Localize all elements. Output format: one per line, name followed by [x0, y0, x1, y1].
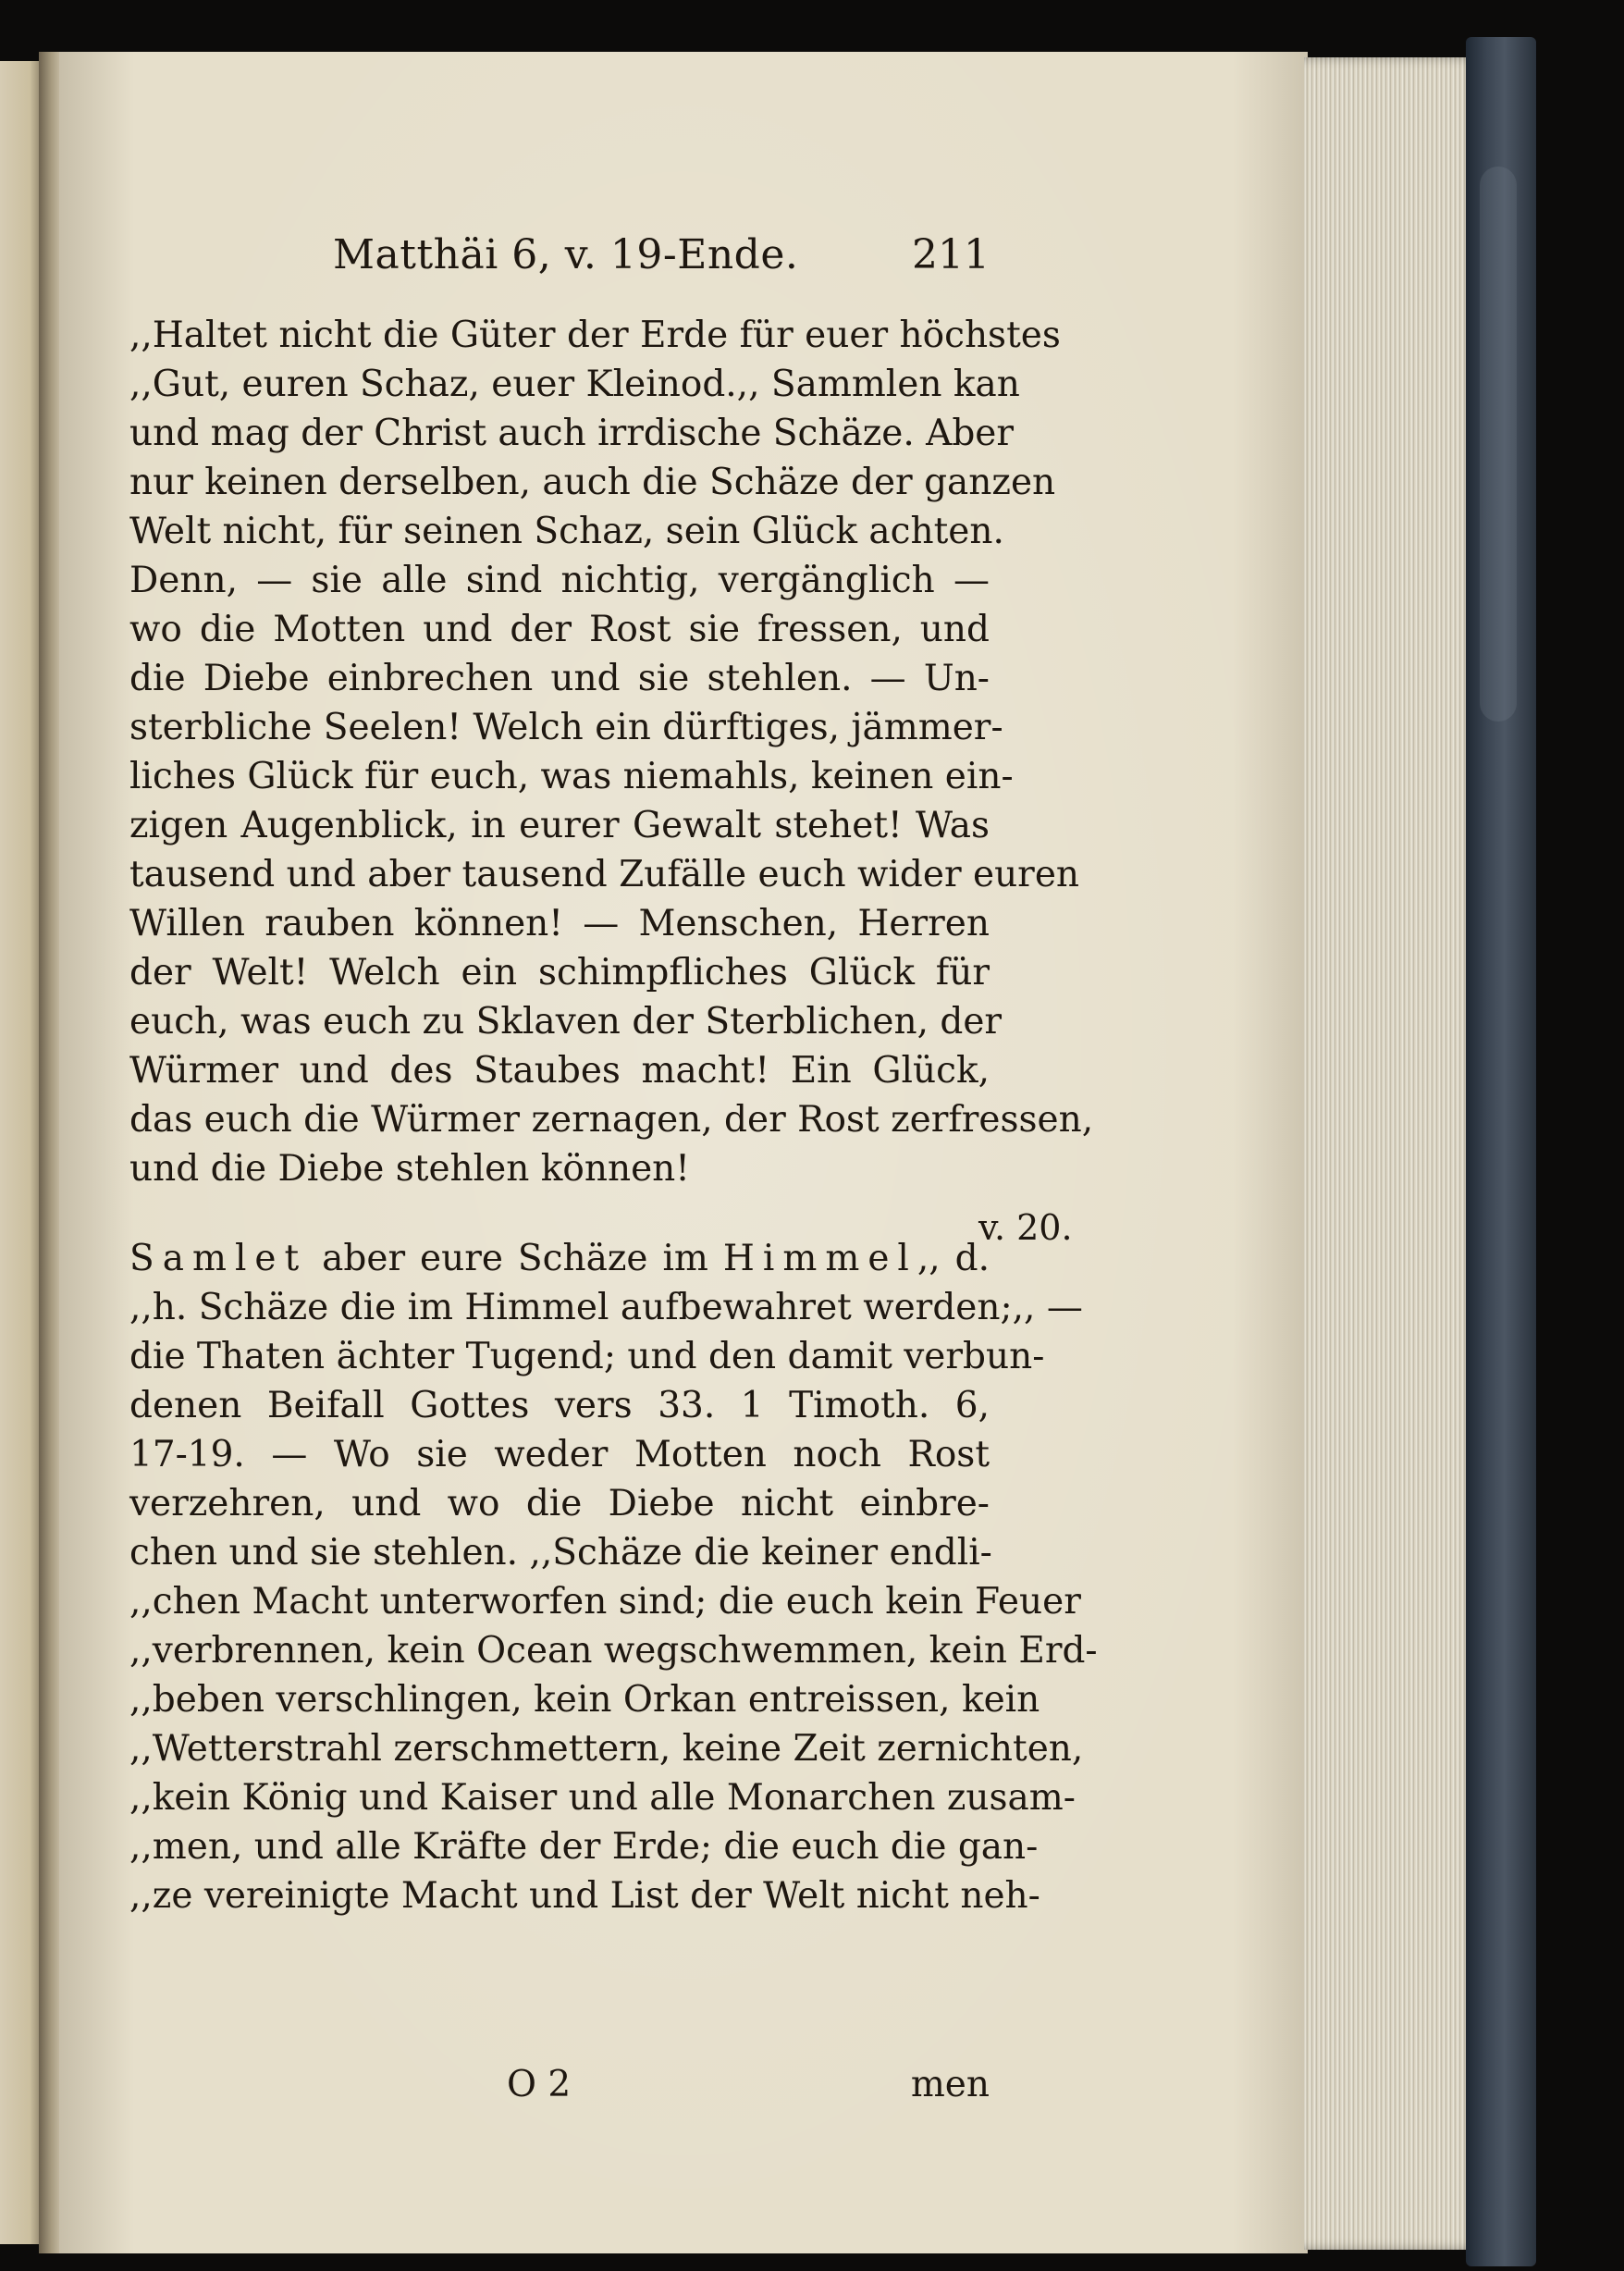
paragraph-2-first-line: [129, 1234, 990, 1283]
text-line: zigen Augenblick, in eurer Gewalt stehet! Was: [129, 805, 990, 846]
text-line: ,,verbrennen, kein Ocean wegschwemmen, kein Erd-: [129, 1630, 1098, 1672]
text-line: chen und sie stehlen. ,,Schäze die keiner endli-: [129, 1532, 992, 1574]
catchword: men: [910, 2064, 990, 2105]
text-line: ,,beben verschlingen, kein Orkan entreissen, kein: [129, 1679, 1040, 1721]
text-line: tausend und aber tausend Zufälle euch wider euren: [129, 854, 1080, 895]
page-number: 211: [912, 231, 990, 278]
text-line: und die Diebe stehlen können!: [129, 1148, 690, 1190]
text-line: ,,h. Schäze die im Himmel aufbewahret werden;,, —: [129, 1287, 1083, 1328]
text-line: der Welt! Welch ein schimpfliches Glück für: [129, 952, 990, 994]
text-line: ,,chen Macht unterworfen sind; die euch kein Feuer: [129, 1581, 1081, 1623]
text-line: ,,ze vereinigte Macht und List der Welt nicht neh-: [129, 1875, 1040, 1917]
text-line: das euch die Würmer zernagen, der Rost zerfressen,: [129, 1099, 1094, 1141]
text-line: ,,kein König und Kaiser und alle Monarchen zusam-: [129, 1777, 1076, 1819]
text-line: ,,Haltet nicht die Güter der Erde für euer höchstes: [129, 315, 1061, 356]
text-line: die Thaten ächter Tugend; und den damit verbun-: [129, 1336, 1045, 1377]
first-line-text: aber eure Schäze im: [307, 1238, 723, 1279]
text-line: Denn, — sie alle sind nichtig, vergänglich —: [129, 560, 990, 601]
text-line: denen Beifall Gottes vers 33. 1 Timoth. 6,: [129, 1385, 990, 1426]
spaced-word-samlet: Samlet: [129, 1238, 308, 1279]
text-line: Willen rauben können! — Menschen, Herren: [129, 903, 990, 944]
text-line: nur keinen derselben, auch die Schäze der ganzen: [129, 462, 1056, 503]
text-line: euch, was euch zu Sklaven der Sterblichen, der: [129, 1001, 1003, 1043]
paragraph-1: [129, 311, 1094, 1193]
spaced-word-himmel: Himmel: [722, 1238, 917, 1279]
text-line: 17-19. — Wo sie weder Motten noch Rost: [129, 1434, 990, 1475]
text-line: sterbliche Seelen! Welch ein dürftiges, jämmer-: [129, 707, 1003, 748]
text-line: ,,Gut, euren Schaz, euer Kleinod.,, Sammlen kan: [129, 364, 1020, 405]
text-line: Würmer und des Staubes macht! Ein Glück,: [129, 1050, 990, 1092]
text-line: die Diebe einbrechen und sie stehlen. — Un-: [129, 658, 990, 699]
text-line: ,,men, und alle Kräfte der Erde; die euch die gan-: [129, 1826, 1039, 1868]
text-line: und mag der Christ auch irrdische Schäze. Aber: [129, 413, 1015, 454]
left-page-edge: [0, 61, 43, 2244]
text-line: ,,Wetterstrahl zerschmettern, keine Zeit zernichten,: [129, 1728, 1084, 1770]
text-line: liches Glück für euch, was niemahls, keinen ein-: [129, 756, 1014, 797]
text-line: wo die Motten und der Rost sie fressen, und: [129, 609, 990, 650]
running-head: [0, 231, 1624, 287]
running-head-title: Matthäi 6, v. 19-Ende.: [333, 231, 799, 278]
verse-marker: v. 20.: [978, 1207, 1073, 1248]
first-line-tail: ,, d.: [917, 1238, 990, 1279]
page-edges: [1304, 57, 1480, 2250]
text-line: verzehren, und wo die Diebe nicht einbre-: [129, 1483, 990, 1524]
paragraph-2: [129, 1234, 1098, 1920]
signature-mark: O 2: [507, 2064, 572, 2105]
text-line: Welt nicht, für seinen Schaz, sein Glück achten.: [129, 511, 1004, 552]
